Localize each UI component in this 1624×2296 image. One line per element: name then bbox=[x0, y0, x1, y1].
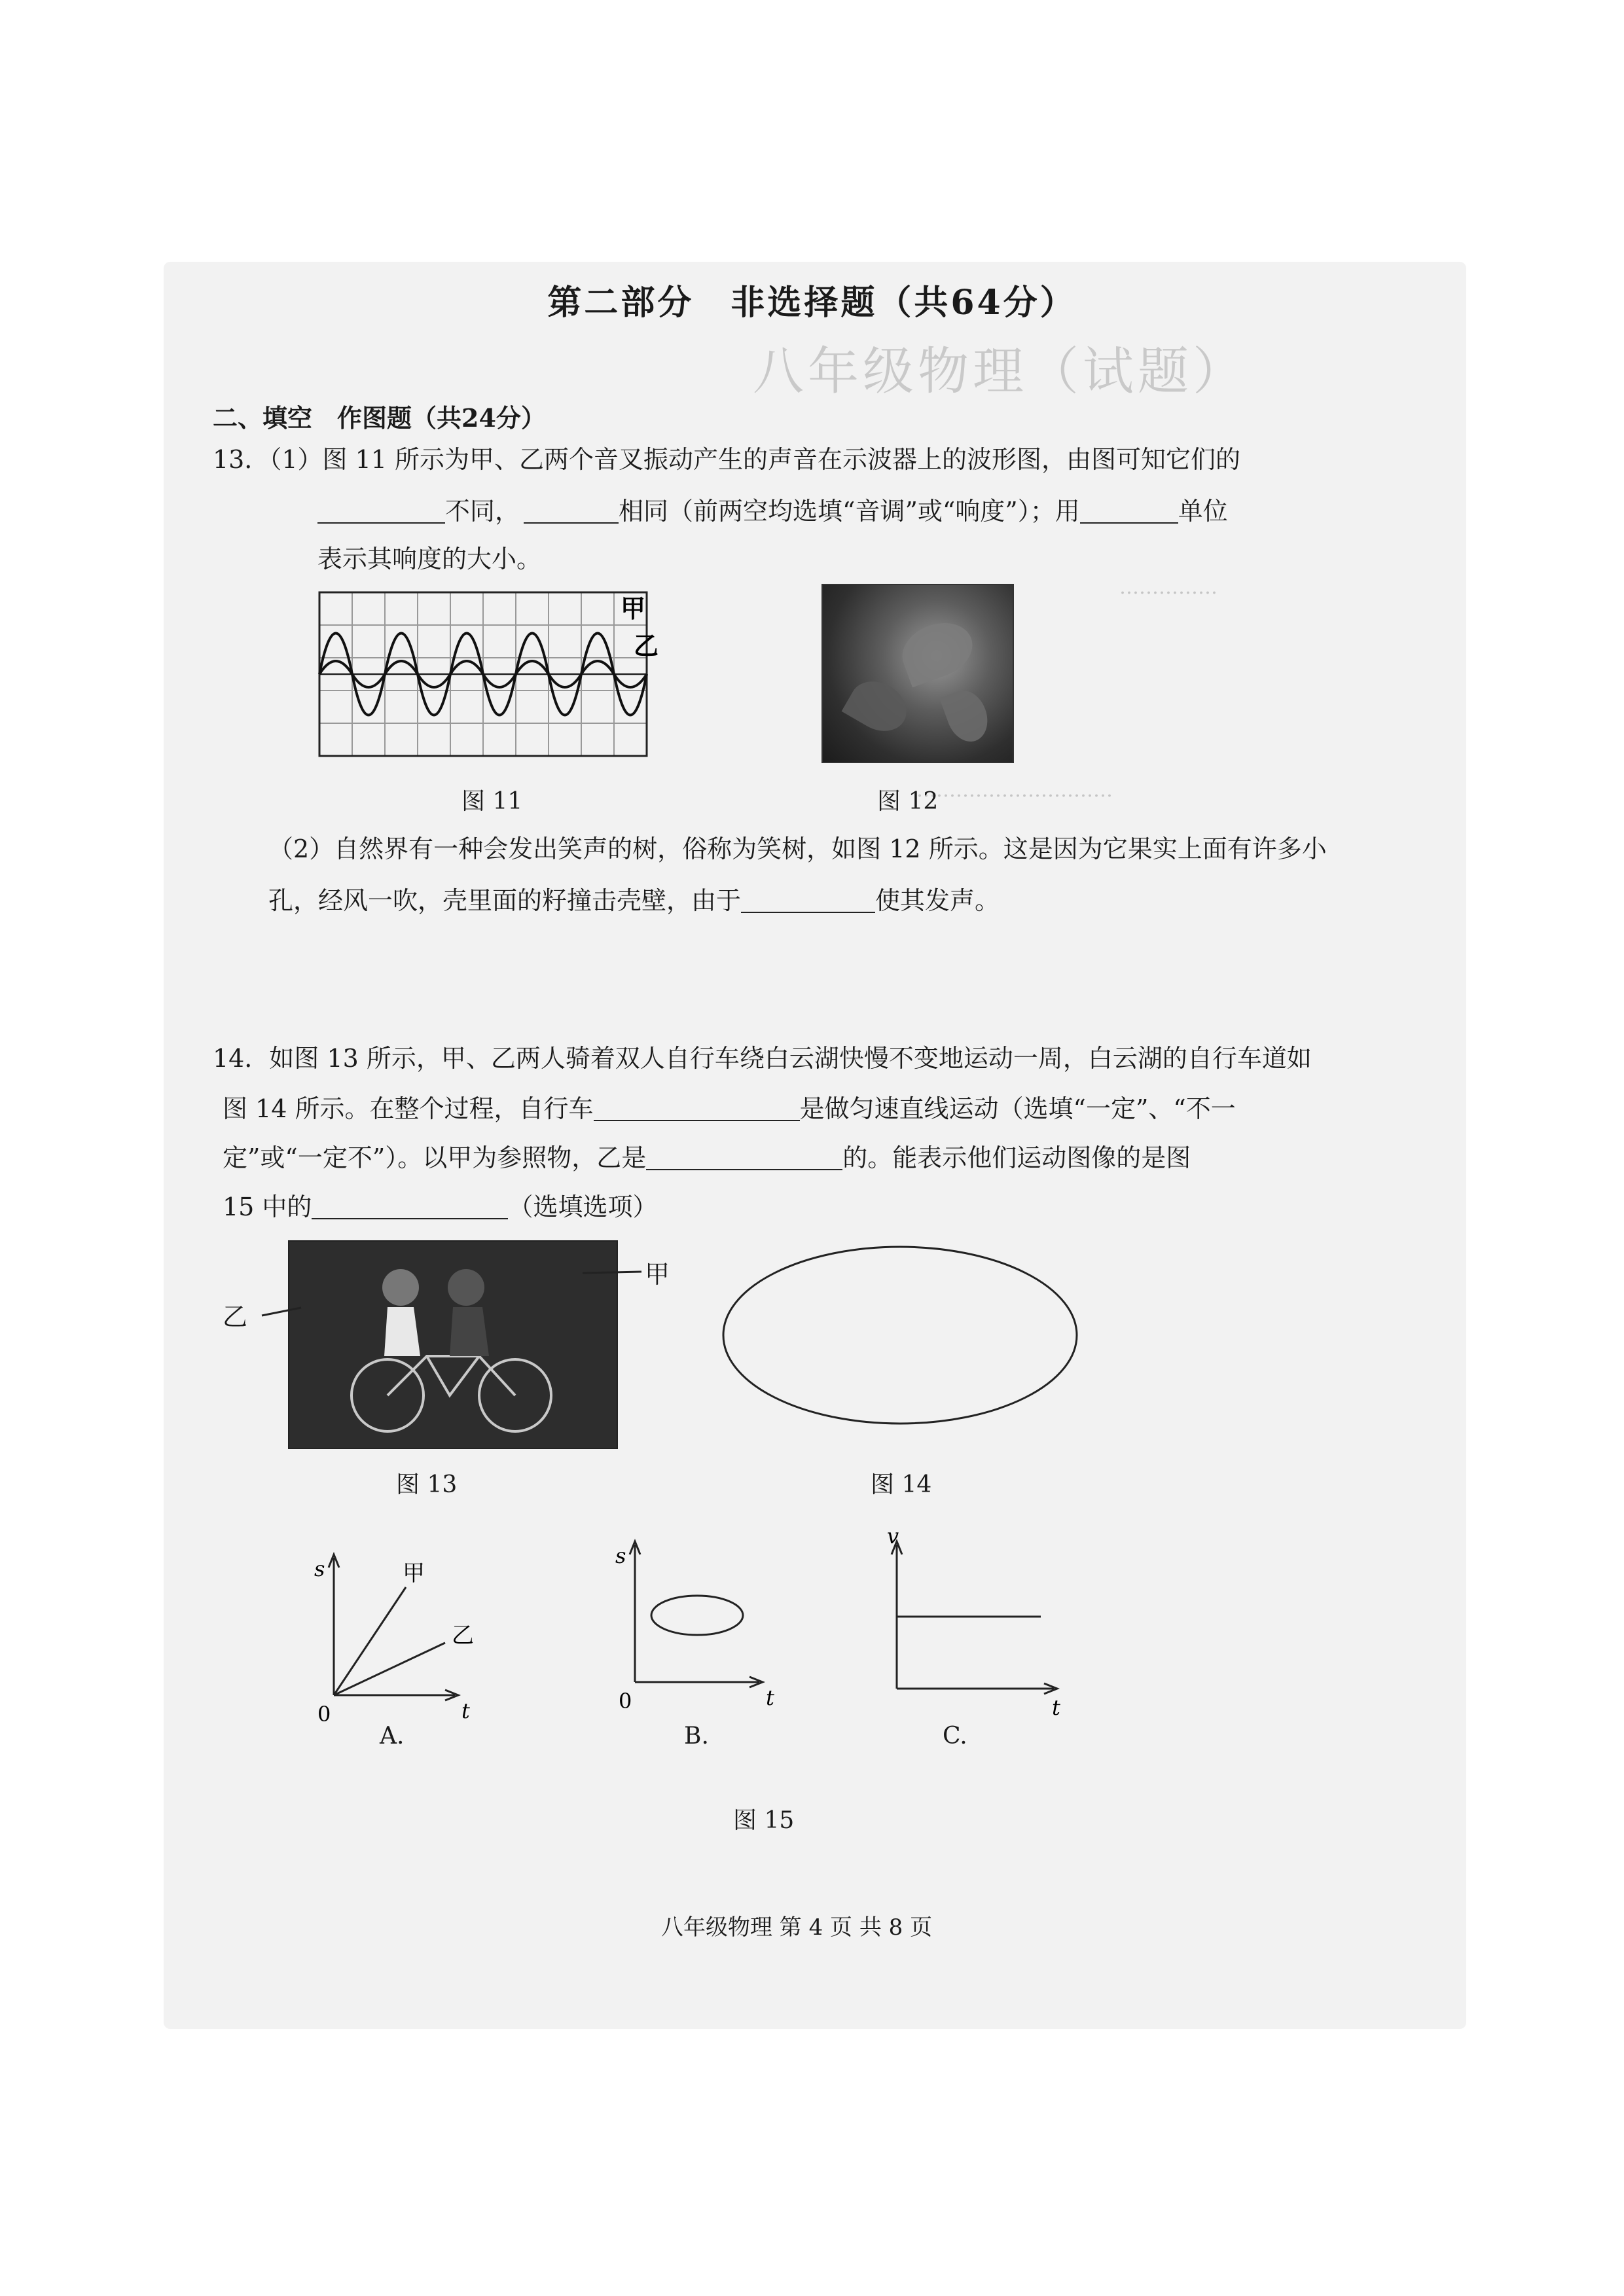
answer-blank-2[interactable] bbox=[524, 497, 619, 524]
svg-text:t: t bbox=[766, 1685, 774, 1710]
svg-text:s: s bbox=[615, 1543, 626, 1568]
q13-line3: 表示其响度的大小。 bbox=[317, 545, 542, 573]
q13-line2: 不同， 相同（前两空均选填“音调”或“响度”）；用 单位 bbox=[317, 497, 1228, 524]
figure-11-caption: 图 11 bbox=[461, 788, 523, 815]
svg-text:s: s bbox=[314, 1556, 325, 1581]
figure-14-track bbox=[717, 1240, 1083, 1430]
graph-c bbox=[874, 1525, 1090, 1721]
svg-text:0: 0 bbox=[317, 1702, 331, 1727]
leaf-shape bbox=[842, 672, 916, 741]
page-title: 第二部分 非选择题（共64分） bbox=[547, 283, 1077, 323]
q13-part2-line2: 孔，经风一吹，壳里面的籽撞击壳壁，由于 使其发声。 bbox=[268, 886, 1000, 915]
bleed-through-text: …………… bbox=[1119, 576, 1218, 599]
svg-text:甲: 甲 bbox=[403, 1560, 425, 1587]
bleed-through-text: ………………………… bbox=[916, 779, 1113, 802]
answer-blank-3[interactable] bbox=[1080, 497, 1178, 524]
answer-blank-4[interactable] bbox=[741, 887, 875, 913]
option-b-label: B. bbox=[684, 1723, 709, 1749]
loop-ellipse bbox=[651, 1596, 743, 1635]
svg-text:t: t bbox=[1052, 1695, 1060, 1720]
graph-a bbox=[295, 1538, 511, 1734]
answer-blank-5[interactable] bbox=[594, 1095, 800, 1121]
answer-blank-7[interactable] bbox=[312, 1193, 508, 1219]
svg-text:乙: 乙 bbox=[452, 1623, 474, 1649]
figure-13-leader-lines bbox=[242, 1244, 700, 1348]
leaf-shape bbox=[895, 614, 981, 688]
label-jia: 甲 bbox=[621, 594, 646, 623]
svg-text:0: 0 bbox=[619, 1689, 632, 1713]
figure-15-caption: 图 15 bbox=[733, 1807, 795, 1834]
figure-11-oscilloscope bbox=[313, 586, 666, 762]
q14-line2: 图 14 所示。在整个过程，自行车 是做匀速直线运动（选填“一定”、“不一 bbox=[223, 1094, 1236, 1123]
q14-line4: 15 中的 （选填选项） bbox=[223, 1193, 658, 1221]
option-a-label: A. bbox=[380, 1723, 405, 1749]
figure-13-caption: 图 13 bbox=[396, 1471, 458, 1498]
answer-blank-1[interactable] bbox=[317, 497, 445, 524]
fig13-label-yi: 乙 bbox=[223, 1302, 248, 1331]
q14-line1: 14．如图 13 所示，甲、乙两人骑着双人自行车绕白云湖快慢不变地运动一周，白云湖的自行车道如 bbox=[213, 1044, 1312, 1073]
graph-b bbox=[596, 1525, 812, 1721]
answer-blank-6[interactable] bbox=[646, 1144, 842, 1170]
section-heading: 二、填空 作图题（共24分） bbox=[213, 403, 546, 433]
svg-text:t: t bbox=[461, 1698, 470, 1723]
bicycle-track-ellipse bbox=[723, 1247, 1077, 1424]
leaf-shape bbox=[939, 685, 994, 747]
figure-14-caption: 图 14 bbox=[871, 1471, 932, 1498]
figure-12-caption: 图 12 bbox=[877, 788, 939, 815]
figure-12-photo bbox=[821, 584, 1014, 763]
q14-line3: 定”或“一定不”）。以甲为参照物，乙是 的。能表示他们运动图像的是图 bbox=[223, 1143, 1191, 1172]
fig13-label-jia: 甲 bbox=[645, 1260, 670, 1289]
label-yi: 乙 bbox=[634, 631, 659, 660]
option-c-label: C. bbox=[943, 1723, 967, 1749]
bicycle-frame bbox=[388, 1356, 515, 1395]
q13-part2-line1: （2）自然界有一种会发出笑声的树，俗称为笑树，如图 12 所示。这是因为它果实上面有许多小 bbox=[268, 834, 1327, 863]
bleed-through-header: 八年级物理（试题） bbox=[753, 342, 1248, 401]
page-footer: 八年级物理 第 4 页 共 8 页 bbox=[661, 1914, 933, 1941]
q13-line1: 13．（1）图 11 所示为甲、乙两个音叉振动产生的声音在示波器上的波形图，由图可知它们的 bbox=[213, 445, 1241, 474]
svg-text:v: v bbox=[887, 1525, 899, 1549]
